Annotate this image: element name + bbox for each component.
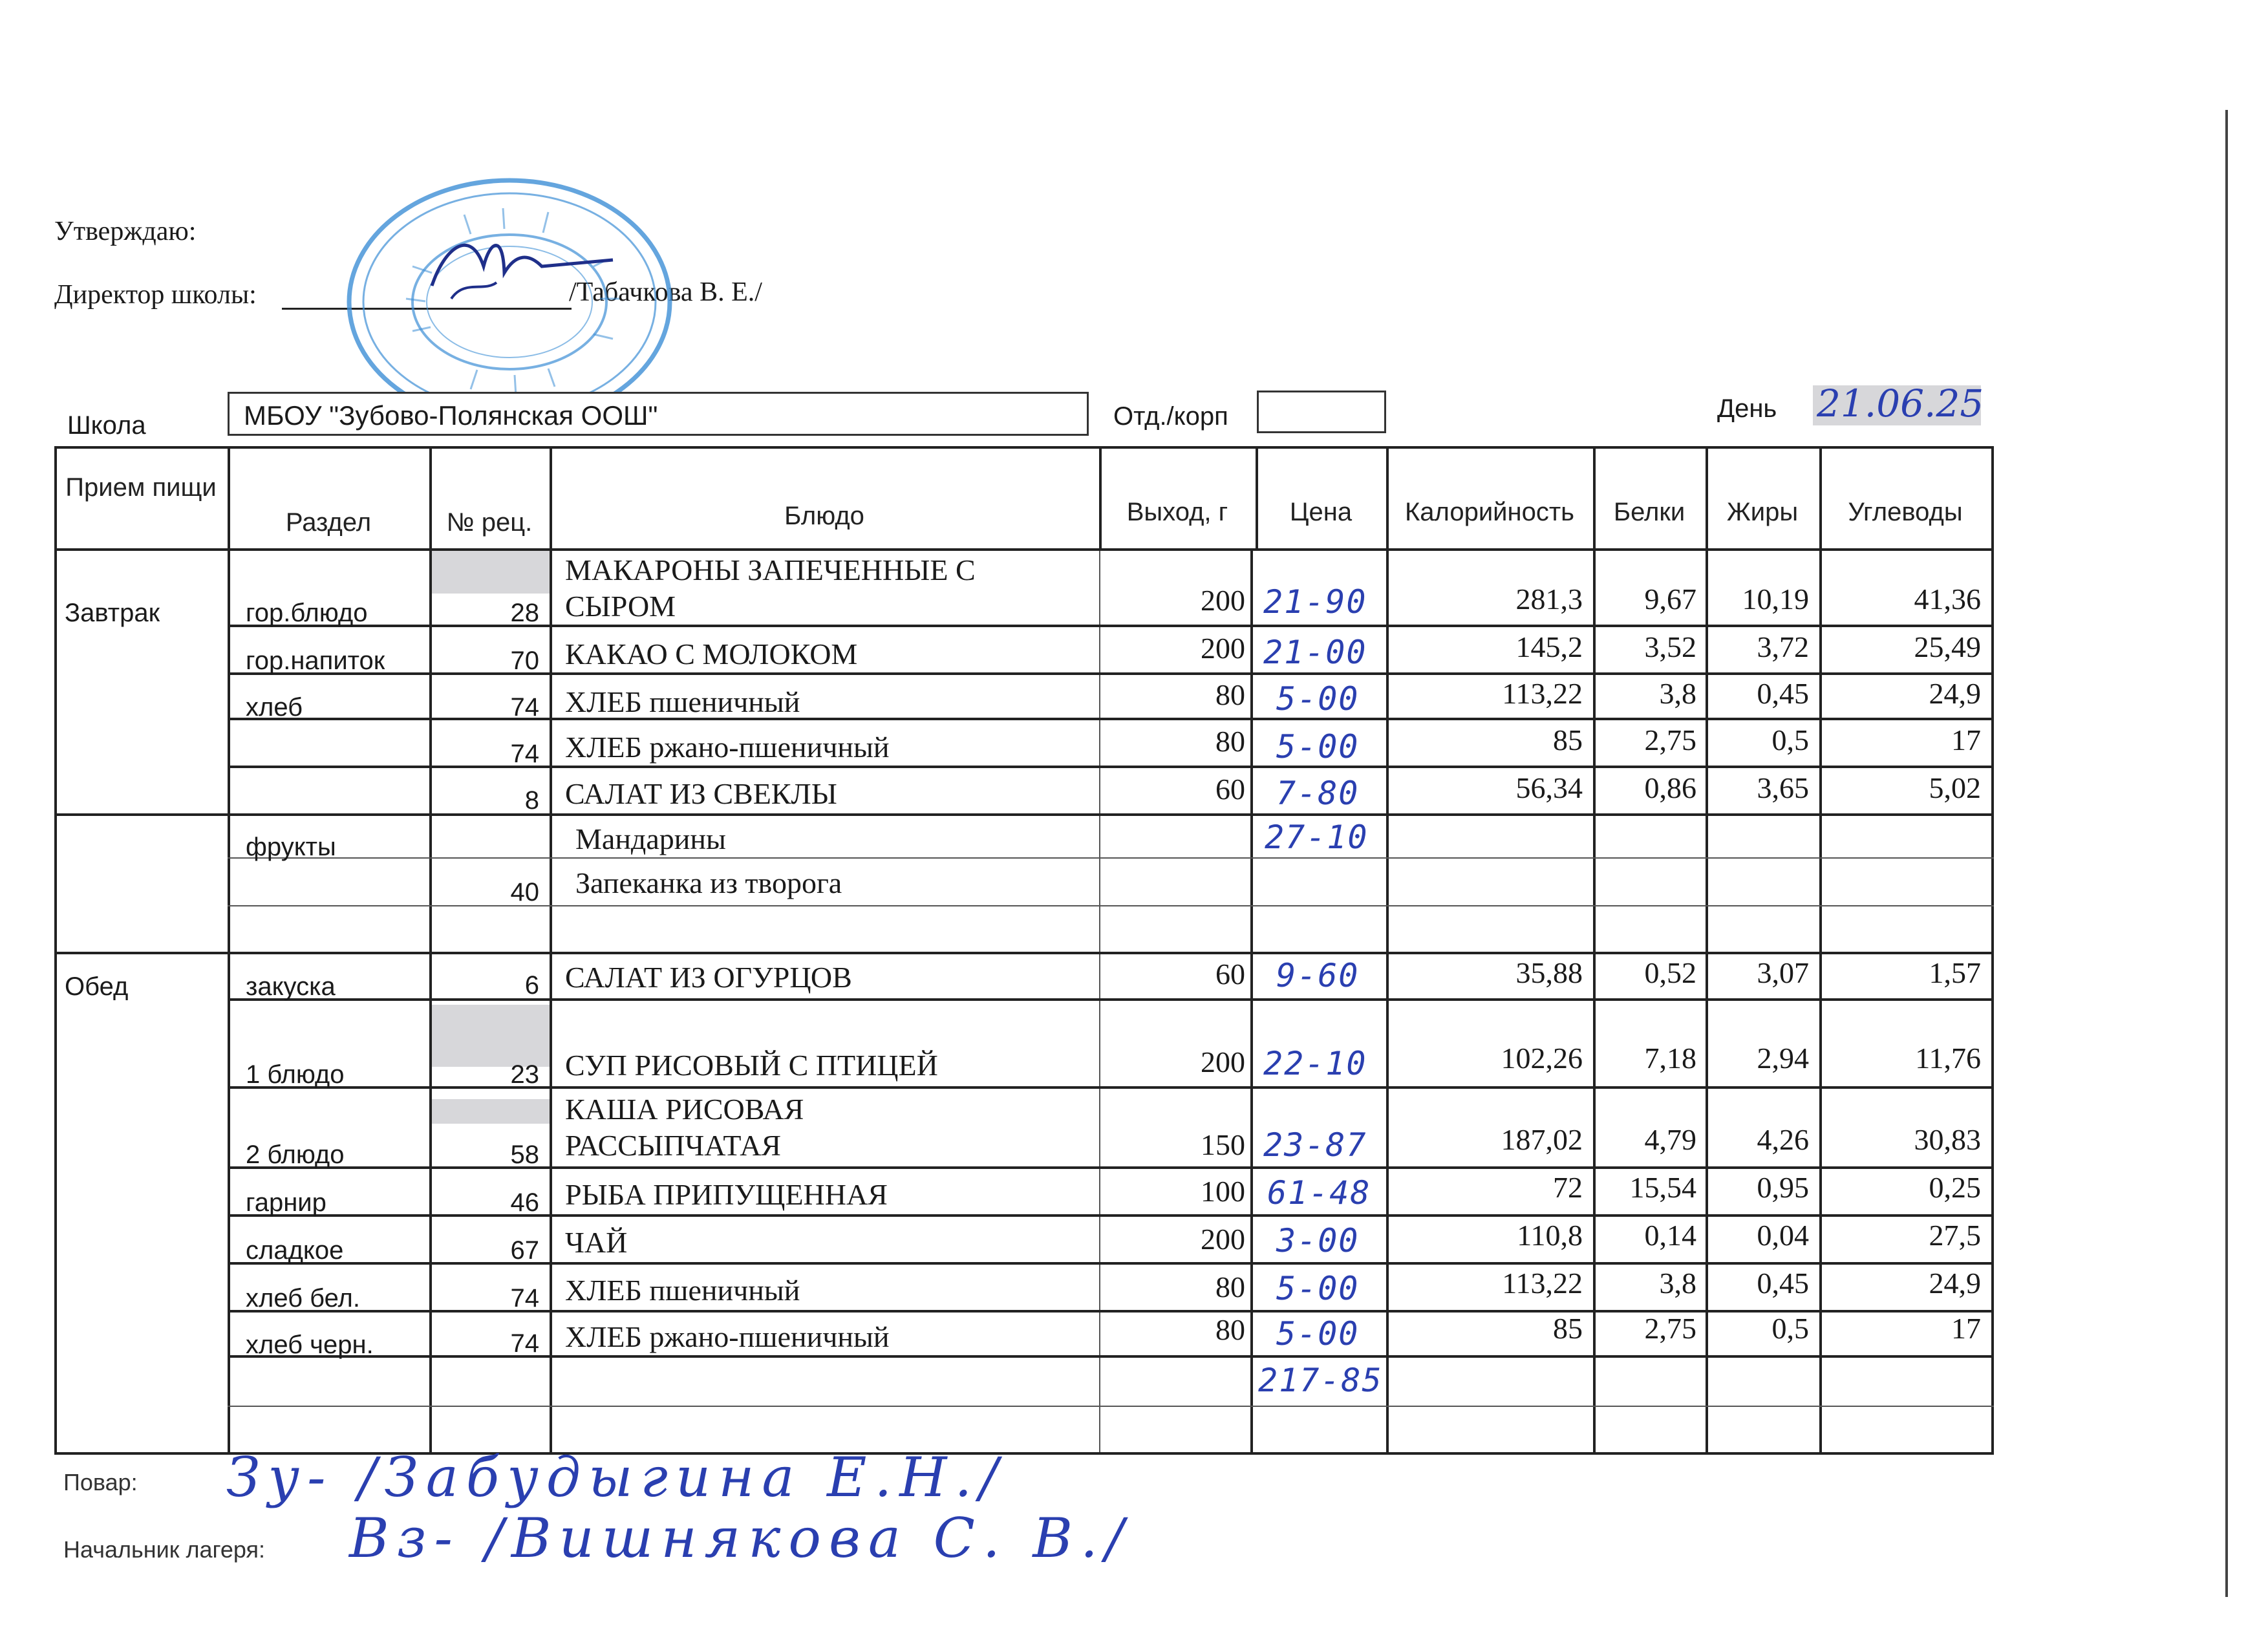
table-row-fats: 0,5 [1771,723,1809,756]
table-row-carbs: 24,9 [1929,677,1981,710]
table-row-price: 5-00 [1276,1270,1360,1307]
table-row-section: хлеб черн. [246,1331,374,1359]
table-row-section: закуска [246,972,336,1001]
table-row-calories: 281,3 [1515,583,1583,616]
table-row-price: 22-10 [1263,1045,1367,1082]
table-row-yield: 200 [1201,632,1245,665]
table-row-fats: 3,72 [1757,630,1809,663]
col-yield-header: Выход, г [1126,498,1228,526]
table-row-carbs: 41,36 [1914,583,1981,616]
table-row-fats: 3,65 [1757,771,1809,804]
table-row-fats: 0,04 [1757,1219,1809,1252]
col-price-header: Цена [1289,498,1353,526]
table-row-calories: 102,26 [1501,1042,1583,1075]
table-row-proteins: 2,75 [1644,723,1696,756]
table-row-dish: СУП РИСОВЫЙ С ПТИЦЕЙ [565,1049,938,1082]
table-row-fats: 0,5 [1771,1312,1809,1345]
table-row-carbs: 25,49 [1914,630,1981,663]
table-row-calories: 113,22 [1502,1267,1583,1300]
table-row-dish: МАКАРОНЫ ЗАПЕЧЕННЫЕ С [565,553,976,586]
director-name: /Табачкова В. Е./ [569,277,762,307]
dept-field [1257,391,1386,433]
col-meal-header: Прием пищи [65,473,217,502]
table-row-carbs: 17 [1951,1312,1981,1345]
table-row-proteins: 0,52 [1644,956,1696,989]
col-proteins-header: Белки [1613,498,1685,526]
total-price: 217-85 [1258,1362,1383,1399]
table-row-carbs: 5,02 [1929,771,1981,804]
table-row-section: сладкое [246,1236,344,1265]
table-row-dish: ЧАЙ [565,1226,628,1259]
table-row-proteins: 7,18 [1644,1042,1696,1075]
table-row-yield: 150 [1201,1128,1245,1161]
table-row-carbs: 27,5 [1929,1219,1981,1252]
table-row-recipe: 74 [510,693,539,722]
approve-label: Утверждаю: [54,217,197,246]
school-value: МБОУ "Зубово-Полянская ООШ" [244,400,658,431]
head-label: Начальник лагеря: [63,1536,266,1563]
table-row-calories: 56,34 [1515,771,1583,804]
col-dish-header: Блюдо [784,502,864,530]
table-row-calories: 35,88 [1515,956,1583,989]
table-row-proteins: 9,67 [1644,583,1696,616]
director-label: Директор школы: [54,280,257,310]
table-row-proteins: 0,86 [1644,771,1696,804]
table-row-recipe: 6 [524,971,539,1000]
col-carbs-header: Углеводы [1848,498,1963,526]
table-row-calories: 72 [1553,1171,1583,1204]
table-row-recipe: 74 [510,1284,539,1312]
table-row-proteins: 4,79 [1644,1123,1696,1156]
cook-signature: Зу- /Забудыгина Е.Н./ [226,1446,1006,1509]
school-label: Школа [67,411,146,440]
table-row-fats: 0,45 [1757,677,1809,710]
table-row-proteins: 3,8 [1659,677,1696,710]
table-row-price: 5-00 [1276,728,1360,766]
table-row-fats: 2,94 [1757,1042,1809,1075]
table-row-dish: ХЛЕБ ржано-пшеничный [565,1320,890,1353]
table-row-price: 5-00 [1276,680,1360,718]
table-row-recipe: 46 [510,1188,539,1217]
table-row-fats: 3,07 [1757,956,1809,989]
table-row-price: 23-87 [1263,1126,1367,1164]
table-row-price: 61-48 [1267,1174,1371,1212]
col-calories-header: Калорийность [1404,498,1574,526]
table-row-dish: САЛАТ ИЗ СВЕКЛЫ [565,777,837,810]
table-row-calories: 85 [1553,1312,1583,1345]
table-row-carbs: 30,83 [1914,1123,1981,1156]
col-recipe-header: № рец. [446,508,533,537]
table-row-price: 3-00 [1276,1222,1360,1259]
table-row-section: фрукты [246,833,336,861]
table-row-proteins: 3,52 [1644,630,1696,663]
table-row-carbs: 1,57 [1929,956,1981,989]
table-row-recipe: 70 [510,647,539,675]
head-signature: Вз- /Вишнякова С. В./ [349,1506,1132,1570]
table-row-calories: 113,22 [1502,677,1583,710]
dept-label: Отд./корп [1113,402,1228,431]
table-row-carbs: 11,76 [1915,1042,1981,1075]
cook-label: Повар: [63,1469,138,1495]
table-row-price: 9-60 [1276,957,1360,994]
table-row-yield: 200 [1201,1045,1245,1078]
table-row-carbs: 24,9 [1929,1267,1981,1300]
table-row-recipe: 8 [524,786,539,815]
table-row-carbs: 0,25 [1929,1171,1981,1204]
table-row-price: 27-10 [1265,819,1369,856]
table-row-yield: 80 [1215,1270,1245,1303]
table-row-proteins: 2,75 [1644,1312,1696,1345]
col-fats-header: Жиры [1726,498,1799,526]
table-row-yield: 80 [1215,725,1245,758]
table-row-calories: 85 [1553,723,1583,756]
table-row-recipe: 28 [510,599,539,627]
table-row-dish: ХЛЕБ пшеничный [565,685,800,718]
table-row-yield: 80 [1215,678,1245,711]
table-row-price: 5-00 [1276,1315,1360,1353]
table-row-dish: КАКАО С МОЛОКОМ [565,638,858,670]
table-row-dish: ХЛЕБ ржано-пшеничный [565,731,890,764]
table-row-section: гарнир [246,1188,326,1217]
table-row-calories: 145,2 [1515,630,1583,663]
table-row-section: хлеб бел. [246,1284,360,1312]
table-row-dish: ХЛЕБ пшеничный [565,1274,800,1307]
school-field [228,392,1089,436]
table-row-section: 1 блюдо [246,1060,345,1089]
table-row-dish: КАША РИСОВАЯ [565,1093,804,1126]
table-row-recipe: 67 [510,1236,539,1265]
day-label: День [1717,394,1777,423]
table-row-fats: 0,95 [1757,1171,1809,1204]
table-row-proteins: 0,14 [1644,1219,1696,1252]
table-row-section: гор.блюдо [246,599,368,627]
table-row-dish-line2: РАССЫПЧАТАЯ [565,1129,782,1162]
table-row-proteins: 3,8 [1659,1267,1696,1300]
table-row-yield: 60 [1215,958,1245,991]
table-row-price: 21-00 [1263,634,1367,671]
table-row-section: хлеб [246,693,303,722]
meal-lunch: Обед [65,972,129,1001]
table-row-price: 7-80 [1276,775,1360,812]
table-row-yield: 80 [1215,1313,1245,1346]
table-row-recipe: 23 [510,1060,539,1089]
table-row-section: 2 блюдо [246,1141,345,1169]
menu-table [54,446,1994,1455]
table-row-yield: 200 [1201,584,1245,617]
table-row-calories: 110,8 [1517,1219,1583,1252]
table-row-recipe: 74 [510,740,539,768]
table-row-price: 21-90 [1263,583,1367,621]
table-row-section: гор.напиток [246,647,385,675]
table-row-recipe: 40 [510,878,539,906]
table-row-yield: 100 [1201,1175,1245,1208]
table-row-recipe: 74 [510,1329,539,1358]
col-section-header: Раздел [285,508,372,537]
table-row-carbs: 17 [1951,723,1981,756]
table-row-fats: 0,45 [1757,1267,1809,1300]
table-row-fats: 10,19 [1742,583,1809,616]
meal-breakfast: Завтрак [65,599,160,627]
table-row-fats: 4,26 [1757,1123,1809,1156]
table-row-yield: 60 [1215,773,1245,806]
table-row-dish: Мандарины [575,822,726,855]
table-row-dish-line2: СЫРОМ [565,590,676,623]
table-row-proteins: 15,54 [1629,1171,1696,1204]
table-row-dish: РЫБА ПРИПУЩЕННАЯ [565,1178,888,1211]
table-row-dish: САЛАТ ИЗ ОГУРЦОВ [565,961,852,994]
scan-edge [2225,110,2228,1597]
table-row-recipe: 58 [510,1141,539,1169]
table-row-calories: 187,02 [1501,1123,1583,1156]
table-row-dish: Запеканка из творога [575,866,842,899]
table-row-yield: 200 [1201,1223,1245,1256]
day-value: 21.06.25 [1817,381,1984,425]
